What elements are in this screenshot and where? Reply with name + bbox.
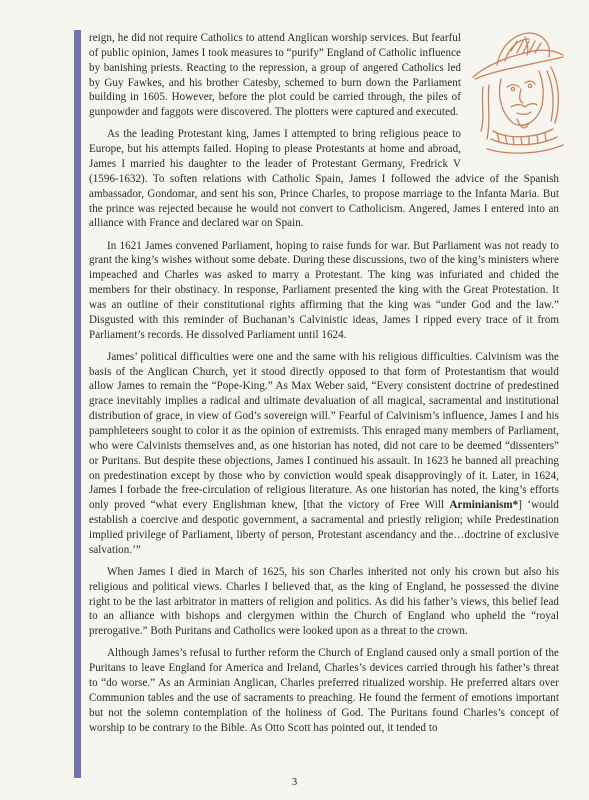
margin-accent-bar [74, 30, 81, 778]
paragraph-text: James’ political difficulties were one and the same with his religious difficulties. Calvinism was the basis of the Anglican Church, yet it stood directly opposed to that form of Protestantism that would allow James to remain the “Pope-King.” As Max Weber said, “Every consistent doctrine of predestined grace inevitably implies a radical and ultimate devaluation of all magical, sacramental and institutional distribution of grace, in view of God’s sovereign will.” Fearful of Calvinism’s influence, James I and his pamphleteers sought to color it as the opinion of extremists. This enraged many members of Parliament, who were Calvinists themselves and, as one historian has noted, did not care to be deemed “dissenters” or Puritans. But despite these objections, James I continued his assault. In 1623 he banned all preaching on predestination except by those who by conviction would speak disapprovingly of it. Later, in 1624, James I forbade the free-circulation of religious literature. As one historian has noted, the king’s efforts only proved “what every Englishman knew, [that the victory of Free Will [89, 350, 559, 512]
paragraph-text: ] ‘would establish a coercive and despotic government, a sacramental and priestly religion; while Predestination implied privilege of Parliament, liberty of person, Protestant ascendancy and the…doctrine of exclusive salvation.’” [89, 499, 559, 556]
page-number: 3 [291, 776, 298, 788]
paragraph [89, 350, 559, 558]
portrait-sketch-icon [467, 27, 569, 157]
portrait-illustration [467, 27, 569, 157]
bold-term: Arminianism* [449, 499, 519, 512]
paragraph: In 1621 James convened Parliament, hoping to raise funds for war. But Parliament was not ready to grant the king’s wishes without some debate. During these discussions, two of the king’s ministers where impeached and Charles was asked to marry a Protestant. The king was infuriated and chided the members for their obstinacy. In response, Parliament presented the king with the Great Protestation. It was an outline of their constitutional rights affirming that the king was “under God and the law.” Disgusted with this reminder of Buchanan’s Calvinistic ideas, James I ripped every trace of it from Parliament’s records. He dissolved Parliament until 1624. [89, 239, 559, 341]
paragraph: When James I died in March of 1625, his son Charles inherited not only his crown but also his religious and political views. Charles I believed that, as the king of England, he possessed the divine right to be the last arbitrator in matters of religion and politics. As did his father’s views, this belief lead to an alliance with bishops and clergymen within the Church of England who upheld the “royal prerogative.” Both Puritans and Catholics were looked upon as a threat to the crown. [89, 565, 559, 638]
body-text [89, 31, 559, 743]
paragraph: reign, he did not require Catholics to attend Anglican worship services. But fearful of public opinion, James I took measures to “purify” England of Catholic influence by banishing priests. Reacting to the repression, a group of angered Catholics led by Guy Fawkes, and his brother Catesby, schemed to burn down the Parliament building in 1605. However, before the plot could be carried through, the piles of gunpowder and faggots were discovered. The plotters were captured and executed. [89, 32, 461, 119]
paragraph: Although James’s refusal to further reform the Church of England caused only a small portion of the Puritans to leave England for America and Ireland, Charles’s devices carried through his father’s threat to “do worse.” As an Arminian Anglican, Charles preferred ritualized worship. He preferred altars over Communion tables and the use of sacraments to preaching. He found the ferment of emotions important but not the solemn contemplation of the holiness of God. The Puritans found Charles’s concept of worship to be contrary to the Bible. As Otto Scott has pointed out, it tended to [89, 647, 559, 734]
paragraph: As the leading Protestant king, James I attempted to bring religious peace to Europe, but his attempts failed. Hoping to please Protestants at home and abroad, James I married his daughter to the leader of Protestant Germany, Fredrick V (1596-1632). To soften relations with Catholic Spain, James I followed the advice of the Spanish ambassador, Gondomar, and sent his son, Prince Charles, to propose marriage to the Infanta Maria. But the prince was rejected because he would not convert to Catholicism. Angered, James I entered into an alliance with France and declared war on Spain. [89, 128, 559, 230]
